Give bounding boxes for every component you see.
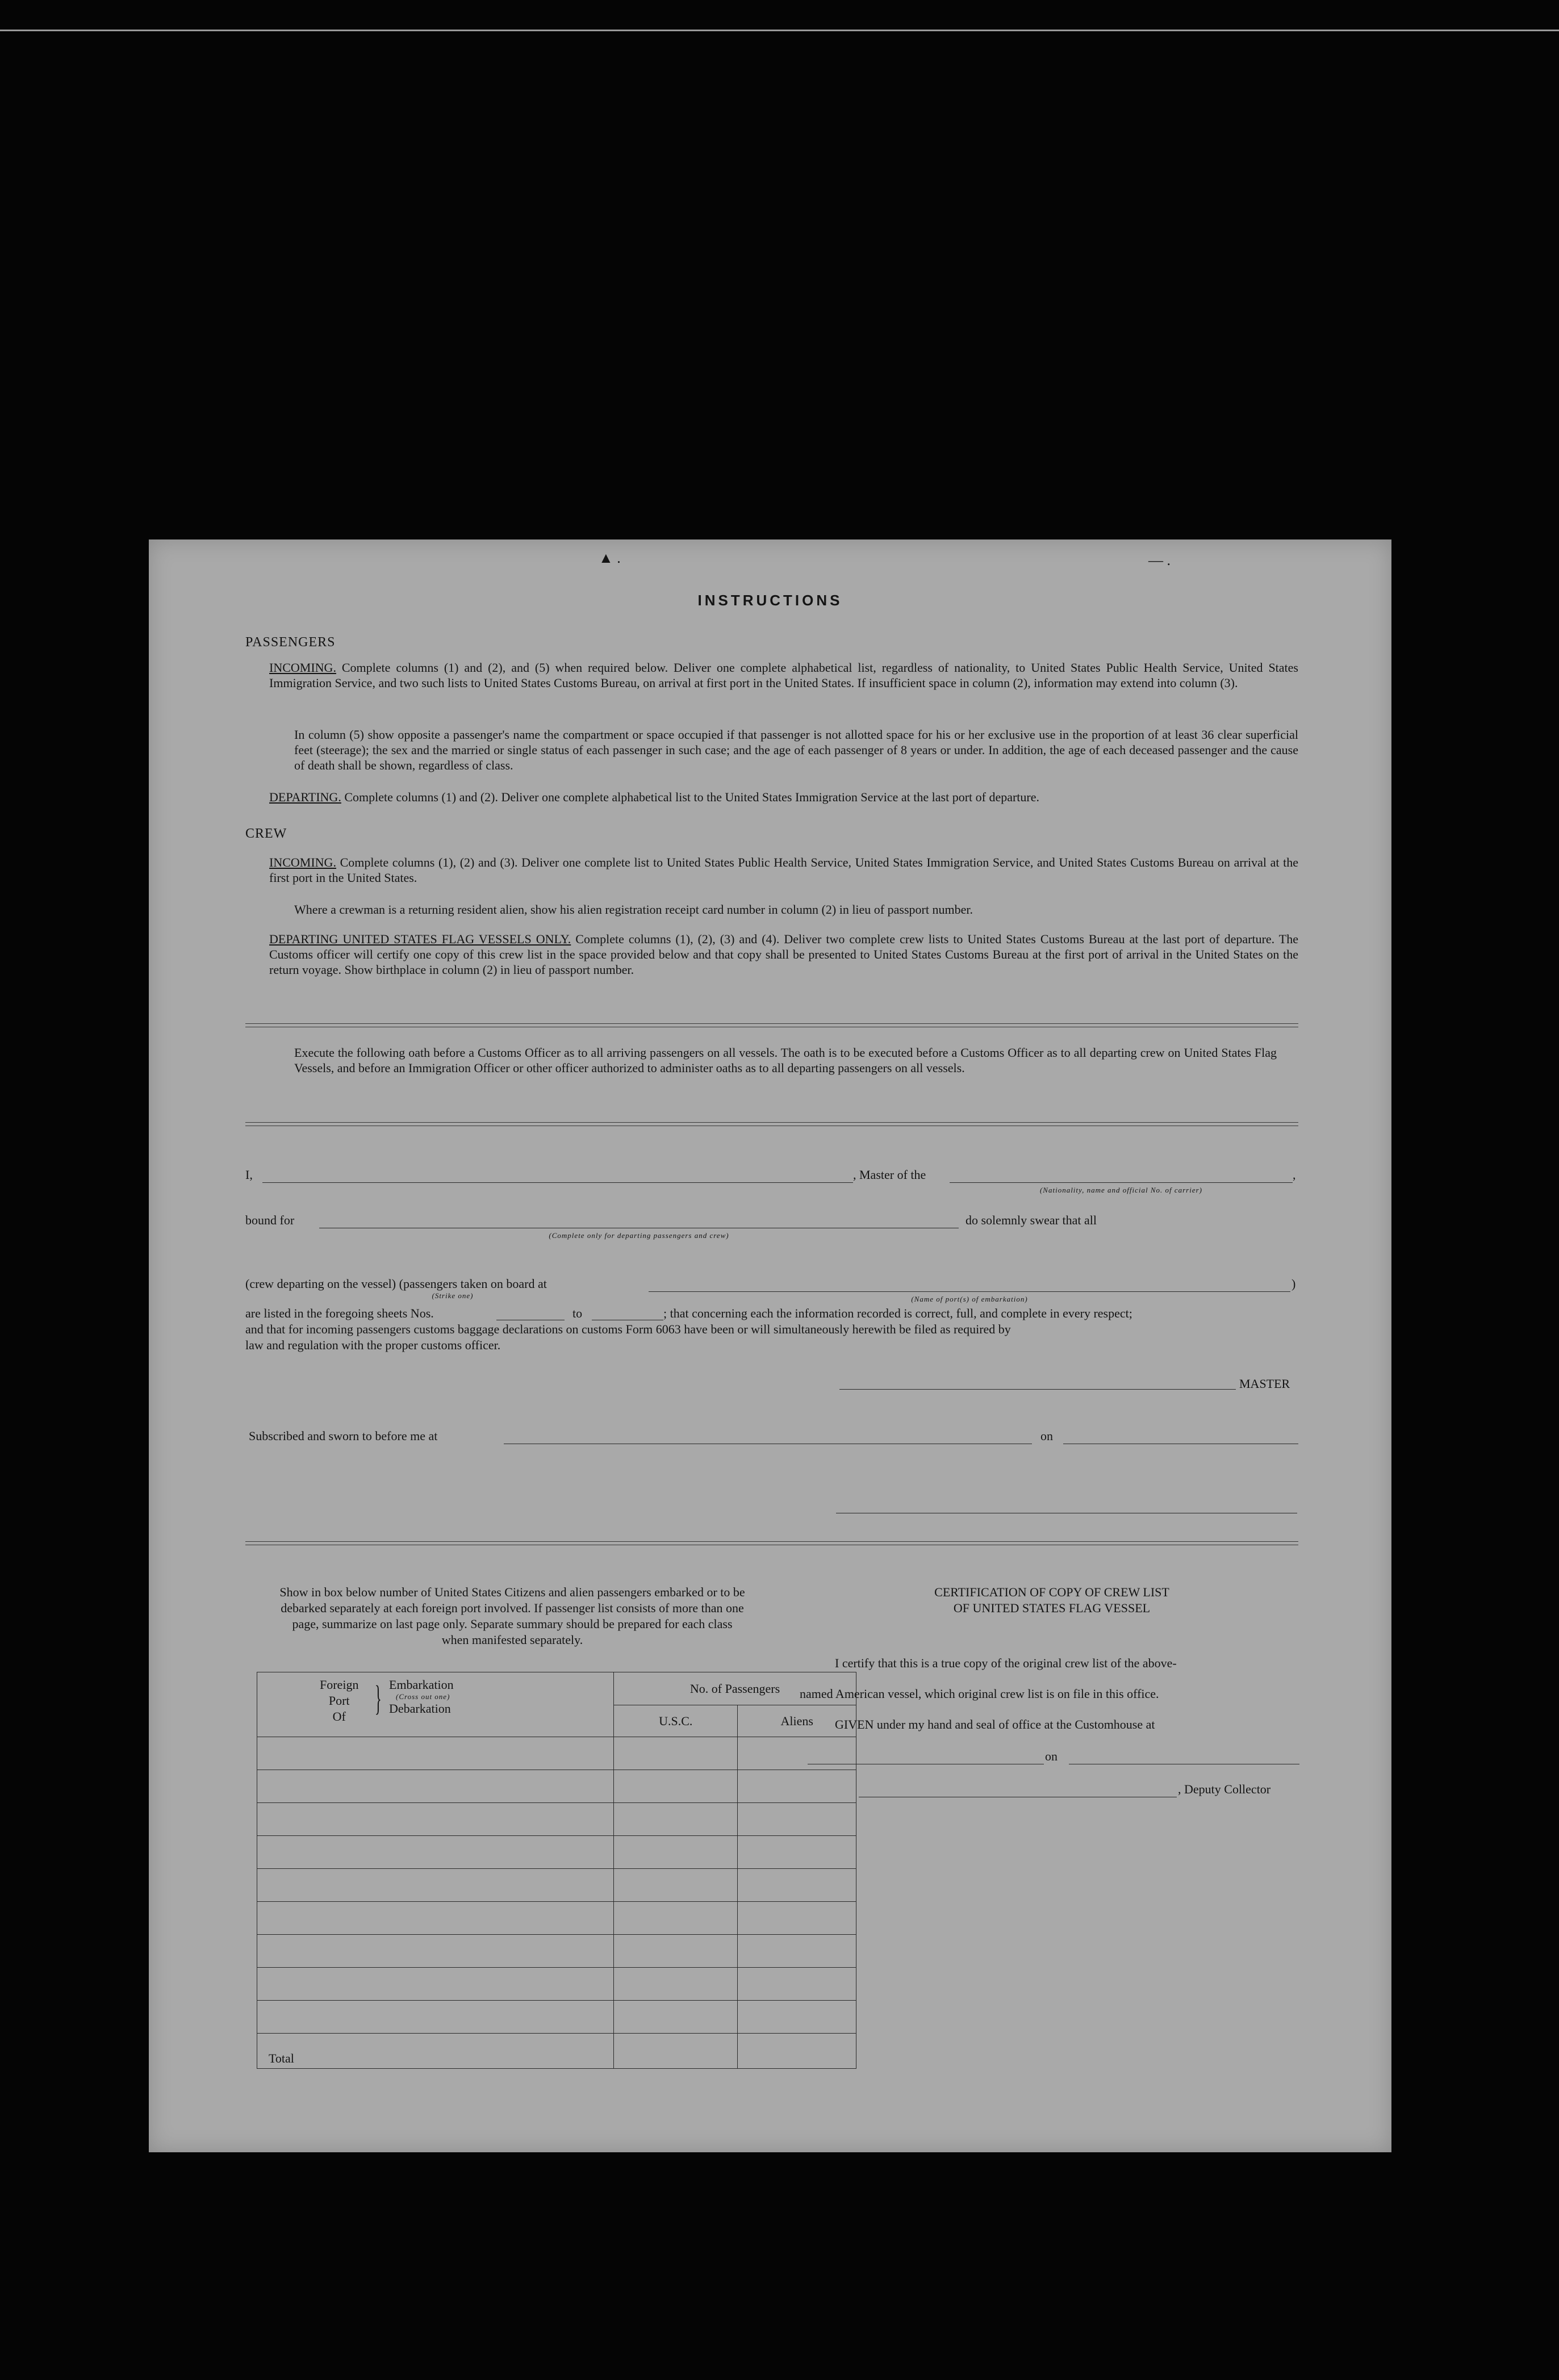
table-row-usc[interactable] — [614, 1902, 738, 1935]
table-row-port[interactable] — [257, 1770, 614, 1803]
cert-on-label: on — [1045, 1749, 1058, 1763]
nationality-caption: (Nationality, name and official No. of carrier) — [1039, 1186, 1203, 1194]
total-usc[interactable] — [614, 2034, 738, 2069]
table-row-usc[interactable] — [614, 1869, 738, 1902]
table-row-aliens[interactable] — [738, 2001, 856, 2034]
divider-rule-3 — [245, 1541, 1298, 1545]
passenger-summary-table — [257, 1672, 856, 2069]
port-caption: (Name of port(s) of embarkation) — [911, 1295, 1028, 1303]
brace-icon: } — [374, 1679, 382, 1718]
table-row-aliens[interactable] — [738, 1836, 856, 1869]
crew-departing-lead: DEPARTING UNITED STATES FLAG VESSELS ONLY. — [269, 932, 571, 946]
carrier-line[interactable] — [950, 1182, 1293, 1183]
table-row-port[interactable] — [257, 1803, 614, 1836]
total-aliens[interactable] — [738, 2034, 856, 2069]
subscribed-on-label: on — [1040, 1429, 1053, 1443]
table-row-aliens[interactable] — [738, 1968, 856, 2001]
oath-to-label: to — [572, 1306, 583, 1320]
form-page: ▲ . — . INSTRUCTIONS PASSENGERS INCOMING. Complete columns (1) and (2), and (5) when required below. Deliver one complete alphabetical list, regardless of nationality, to United States Public Health Service, United States Immigration Service, and two such lists to United States Customs Bureau, on arrival at first port in the United States. If insufficient space in column (2), information may extend into column (3). In column (5) show opposite a passenger's name the compartment or space occupied if that passenger is not allotted space for his or her exclusive use in the proportion of at least 36 clear superficial feet (steerage); the sex and the married or single status of each passenger in such case; and the age of each passenger of 8 years or under. In addition, the age of each deceased passenger and the cause of death shall be shown, regardless of class. DEPARTING. Complete columns (1) and (2). Deliver one complete alphabetical list to the United States Immigration Service at the last port of departure. CREW INCOMING. Complete columns (1), (2) and (3). Deliver one complete list to United States Public Health Service, United States Immigration Service, and United States Customs Bureau on arrival at the first port in the United States. Where a crewman is a returning resident alien, show his alien registration receipt card number in column (2) in lieu of passport number. DEPARTING UNITED STATES FLAG VESSELS ONLY. Complete columns (1), (2), (3) and (4). Deliver two complete crew lists to United States Customs Bureau at the last port of departure. The Customs officer will certify one copy of this crew list in the space provided below and that copy shall be presented to United States Customs Bureau at the first port of arrival in the United States on the return voyage. Show birthplace in column (2) in lieu of passport number. Execute the following oath before a Customs Officer as to all arriving passengers on all vessels. The oath is to be executed before a Customs Officer as to all departing crew on United States Flag Vessels, and before an Immigration Officer or other officer authorized to administer oaths as to all departing passengers on all vessels. I, , Master of the , (Nationality, name and official No. of carrier) bound for (Complete only for departing passengers and crew) do solemnly swear that all (crew departing on the vessel) (passengers taken on board at (Strike one) (Name of port(s) of embarkation) ) are listed in the foregoing sheets Nos. to ; that concerning each the information recorded is correct, full, and complete in every respect; and that for incoming passengers customs baggage declarations on customs Form 6063 have been or will simultaneously herewith be filed as required by law and regulation with the proper customs officer. MASTER Subscribed and sworn to before me at on Show in box below number of United States Citizens and alien passengers embarked or to be debarked separately at each foreign port involved. If passenger list consists of more than one page, summarize on last page only. Separate summary should be prepared for each class when manifested separately. Foreign Port Of } Embarkation (Cross out one) Debarkation No. of Passengers U.S.C. Aliens Total CERTIFICATION OF COPY OF CREW LIST OF UNITED STATES FLAG VESSEL I certify that this is a true copy of the original crew list of the above- named American vessel, which original crew list is on file in this office. GIVEN under my hand and seal of office at the Customhouse at on , Deputy Collector — [149, 539, 1391, 2152]
embarkation-label: Embarkation — [389, 1678, 454, 1692]
table-row-usc[interactable] — [614, 1770, 738, 1803]
table-row-port[interactable] — [257, 1902, 614, 1935]
table-row-usc[interactable] — [614, 1803, 738, 1836]
foreign-label: Foreign — [320, 1678, 359, 1692]
passengers-incoming-lead: INCOMING. — [269, 660, 336, 675]
crew-departing-text: Complete columns (1), (2), (3) and (4). Deliver two complete crew lists to United States Customs Bureau at the last port of departure. The Customs officer will certify one copy of this crew list in the space provided below and that copy shall be presented to United States Customs Bureau at the first port of arrival in the United States on the return voyage. Show birthplace in column (2) in lieu of passport number. — [269, 932, 1298, 977]
debarkation-label: Debarkation — [389, 1701, 451, 1716]
table-row-port[interactable] — [257, 1935, 614, 1968]
passengers-column5-paragraph: In column (5) show opposite a passenger's name the compartment or space occupied if that passenger is not allotted space for his or her exclusive use in the proportion of at least 36 clear superficial feet (steerage); the sex and the married or single status of each passenger in such case; and the age of each passenger of 8 years or under. In addition, the age of each deceased passenger and the cause of death shall be shown, regardless of class. — [294, 727, 1298, 772]
table-row-aliens[interactable] — [738, 1902, 856, 1935]
oath-concerning: ; that concerning each the information recorded is correct, full, and complete in every respect; — [663, 1306, 1132, 1320]
port-label: Port — [328, 1693, 350, 1708]
crew-incoming-lead: INCOMING. — [269, 855, 336, 869]
table-row-port[interactable] — [257, 2001, 614, 2034]
certification-title-line2: OF UNITED STATES FLAG VESSEL — [953, 1601, 1151, 1615]
table-row-port[interactable] — [257, 1737, 614, 1770]
no-of-passengers-header: No. of Passengers — [614, 1672, 856, 1705]
scanner-top-edge — [0, 30, 1559, 31]
crew-alien-paragraph: Where a crewman is a returning resident alien, show his alien registration receipt card number in column (2) in lieu of passport number. — [294, 902, 973, 917]
given-text: GIVEN under my hand and seal of office at the Customhouse at — [835, 1717, 1155, 1731]
table-row-aliens[interactable] — [738, 1803, 856, 1836]
strike-one-caption: (Strike one) — [432, 1291, 474, 1300]
passengers-heading: PASSENGERS — [245, 635, 336, 650]
oath-law: law and regulation with the proper customs officer. — [245, 1338, 501, 1352]
oath-do-solemnly: do solemnly swear that all — [966, 1213, 1097, 1227]
passengers-incoming-paragraph — [269, 660, 1298, 691]
table-row-aliens[interactable] — [738, 1869, 856, 1902]
total-label: Total — [257, 2034, 614, 2069]
oath-close-paren: ) — [1291, 1277, 1296, 1291]
usc-header: U.S.C. — [614, 1705, 738, 1737]
deputy-collector-label: , Deputy Collector — [1178, 1782, 1271, 1796]
certification-title — [819, 1584, 1285, 1616]
crew-heading: CREW — [245, 826, 287, 841]
table-row-port[interactable] — [257, 1968, 614, 2001]
oath-listed-sheets: are listed in the foregoing sheets Nos. — [245, 1306, 434, 1320]
aliens-header: Aliens — [738, 1705, 856, 1737]
crew-departing-paragraph — [269, 931, 1298, 977]
oath-bound-for: bound for — [245, 1213, 295, 1227]
table-row-aliens[interactable] — [738, 1737, 856, 1770]
table-row-usc[interactable] — [614, 1968, 738, 2001]
certify-line2: named American vessel, which original crew list is on file in this office. — [800, 1687, 1159, 1701]
oath-master-of-the: , Master of the — [853, 1168, 926, 1182]
passengers-incoming-text: Complete columns (1) and (2), and (5) when required below. Deliver one complete alphabetical list, regardless of nationality, to United States Public Health Service, United States Immigration Service, and two such lists to United States Customs Bureau, on arrival at first port in the United States. If insufficient space in column (2), information may extend into column (3). — [269, 660, 1298, 690]
oath-i-label: I, — [245, 1168, 253, 1182]
crew-incoming-paragraph — [269, 855, 1298, 885]
scan-marks: ▲ . — [599, 550, 621, 566]
passengers-departing-lead: DEPARTING. — [269, 790, 341, 804]
oath-crew-departing: (crew departing on the vessel) (passengers taken on board at — [245, 1277, 547, 1291]
divider-rule-2 — [245, 1122, 1298, 1126]
table-row-aliens[interactable] — [738, 1935, 856, 1968]
certification-title-line1: CERTIFICATION OF COPY OF CREW LIST — [934, 1585, 1169, 1599]
master-name-line[interactable] — [262, 1182, 853, 1183]
port-header-cell — [257, 1672, 614, 1737]
table-row-usc[interactable] — [614, 2001, 738, 2034]
subscribed-label: Subscribed and sworn to before me at — [249, 1429, 438, 1443]
bound-for-caption: (Complete only for departing passengers and crew) — [549, 1231, 729, 1240]
embarkation-port-line[interactable] — [649, 1291, 1290, 1292]
table-row-port[interactable] — [257, 1836, 614, 1869]
table-row-usc[interactable] — [614, 1935, 738, 1968]
table-row-usc[interactable] — [614, 1836, 738, 1869]
of-label: Of — [332, 1709, 346, 1724]
certify-line1: I certify that this is a true copy of the original crew list of the above- — [835, 1656, 1177, 1670]
table-row-port[interactable] — [257, 1869, 614, 1902]
scan-dash: — . — [1148, 552, 1171, 568]
passengers-departing-paragraph — [269, 789, 1298, 805]
master-signature-line[interactable] — [839, 1389, 1236, 1390]
cross-out-caption: (Cross out one) — [396, 1692, 450, 1701]
divider-rule-1 — [245, 1023, 1298, 1027]
crew-incoming-text: Complete columns (1), (2) and (3). Deliver one complete list to United States Public Health Service, United States Immigration Service, and United States Customs Bureau on arrival at the first port in the United States. — [269, 855, 1298, 885]
summary-instruction: Show in box below number of United States Citizens and alien passengers embarked or to be debarked separately at each foreign port involved. If passenger list consists of more than one page, summarize on last page only. Separate summary should be prepared for each class when manifested separately. — [279, 1585, 745, 1647]
table-row-usc[interactable] — [614, 1737, 738, 1770]
table-row-aliens[interactable] — [738, 1770, 856, 1803]
master-label: MASTER — [1239, 1377, 1290, 1391]
passengers-departing-text: Complete columns (1) and (2). Deliver one complete alphabetical list to the United States Immigration Service at the last port of departure. — [341, 790, 1040, 804]
oath-instruction: Execute the following oath before a Customs Officer as to all arriving passengers on all vessels. The oath is to be executed before a Customs Officer as to all departing crew on United States Flag Vessels, and before an Immigration Officer or other officer authorized to administer oaths as to all departing passengers on all vessels. — [294, 1045, 1277, 1075]
page-title: INSTRUCTIONS — [697, 592, 843, 609]
oath-baggage: and that for incoming passengers customs baggage declarations on customs Form 6063 have been or will simultaneously herewith be filed as required by — [245, 1322, 1011, 1336]
